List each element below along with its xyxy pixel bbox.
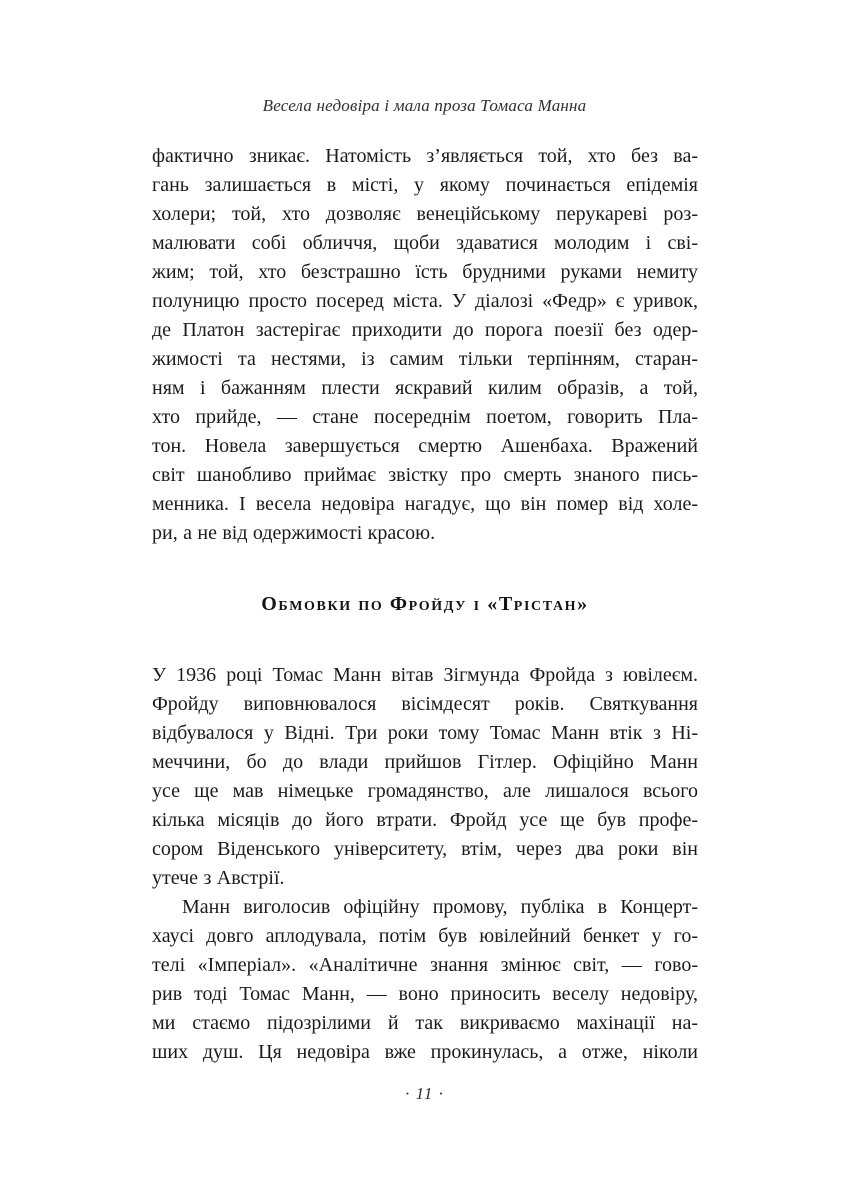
- paragraph: [152, 142, 698, 548]
- text-line: жимості та нестями, із самим тільки терпінням, старан-: [152, 348, 698, 370]
- text-line: ням і бажанням плести яскравий килим образів, а той,: [152, 377, 698, 399]
- text-line: меччини, бо до влади прийшов Гітлер. Офіційно Манн: [152, 751, 698, 773]
- text-line: Фройду виповнювалося вісімдесят років. Святкування: [152, 693, 698, 715]
- text-line: тон. Новела завершується смертю Ашенбаха. Вражений: [152, 435, 698, 457]
- paragraph: [152, 893, 698, 1067]
- text-line: хаусі довго аплодувала, потім був ювілейний бенкет у го-: [152, 925, 698, 947]
- paragraph: [152, 661, 698, 893]
- running-header: Весела недовіра і мала проза Томаса Манна: [262, 96, 587, 115]
- text-line: рив тоді Томас Манн, — воно приносить веселу недовіру,: [152, 983, 698, 1005]
- text-line: ри, а не від одержимості красою.: [152, 522, 436, 544]
- text-line: утече з Австрії.: [152, 867, 285, 889]
- text-line: фактично зникає. Натомість з’являється той, хто без ва-: [152, 145, 698, 167]
- text-line: хто прийде, — стане посереднім поетом, говорить Пла-: [152, 406, 698, 428]
- text-line: усе ще мав німецьке громадянство, але лишалося всього: [152, 780, 698, 802]
- text-line: гань залишається в місті, у якому починається епідемія: [152, 174, 698, 196]
- text-line: сором Віденського університету, втім, через два роки він: [152, 838, 698, 860]
- page-body: [152, 142, 698, 1067]
- text-line: де Платон застерігає приходити до порога поезії без одер-: [152, 319, 698, 341]
- text-line: Манн виголосив офіційну промову, публіка в Концерт-: [182, 896, 698, 918]
- text-line: У 1936 році Томас Манн вітав Зігмунда Фройда з ювілеєм.: [152, 664, 698, 686]
- text-line: ми стаємо підозрілими й так викриваємо махінації на-: [152, 1012, 698, 1034]
- text-line: менника. І весела недовіра нагадує, що він помер від холе-: [152, 493, 698, 515]
- text-line: холери; той, хто дозволяє венеційському перукареві роз-: [152, 203, 698, 225]
- section-heading: Обмовки по Фройду і «Трістан»: [261, 593, 589, 615]
- text-line: кілька місяців до його втрати. Фройд усе ще був профе-: [152, 809, 698, 831]
- text-line: малювати собі обличчя, щоби здаватися молодим і сві-: [152, 232, 698, 254]
- text-line: світ шанобливо приймає звістку про смерть знаного пись-: [152, 464, 698, 486]
- page-number: · 11 ·: [405, 1084, 444, 1103]
- text-line: жим; той, хто безстрашно їсть брудними руками немиту: [152, 261, 698, 283]
- text-line: ших душ. Ця недовіра вже прокинулась, а отже, ніколи: [152, 1041, 698, 1063]
- text-line: телі «Імперіал». «Аналітичне знання змінює світ, — гово-: [152, 954, 698, 976]
- text-line: відбувалося у Відні. Три роки тому Томас Манн втік з Ні-: [152, 722, 698, 744]
- text-line: полуницю просто посеред міста. У діалозі «Федр» є уривок,: [152, 290, 698, 312]
